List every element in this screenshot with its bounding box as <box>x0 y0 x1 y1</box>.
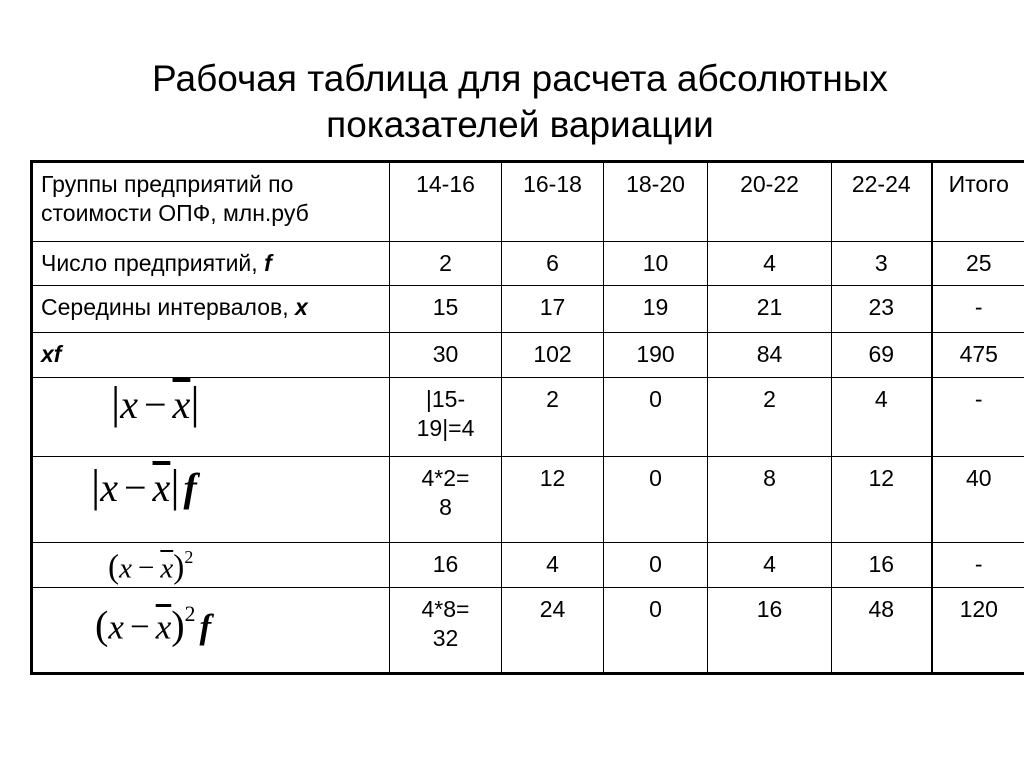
total-cell: 120 <box>932 588 1024 674</box>
table-cell: 16 <box>390 543 502 588</box>
table-cell: 15 <box>390 286 502 333</box>
header-total: Итого <box>932 162 1024 242</box>
total-cell: 25 <box>932 242 1024 286</box>
total-cell: - <box>932 286 1024 333</box>
table-cell: 2 <box>390 242 502 286</box>
formula-sq-deviation-f: $(x - \overline{x})^2$ f <box>32 588 390 674</box>
table-header-row <box>32 162 1024 242</box>
table-cell: 0 <box>604 543 708 588</box>
table-cell: 4 <box>832 378 932 457</box>
table-cell: 6 <box>502 242 604 286</box>
table-row <box>32 378 1024 457</box>
row-label: Число предприятий, f <box>32 242 390 286</box>
formula-sq-deviation: $(x - \overline{x})^2$ <box>32 543 390 588</box>
table-cell: 0 <box>604 378 708 457</box>
header-group: 18-20 <box>604 162 708 242</box>
table-cell: 23 <box>832 286 932 333</box>
formula-abs-deviation: $|x - \overline{x}|$ <box>32 378 390 457</box>
total-cell: - <box>932 543 1024 588</box>
table-cell: 10 <box>604 242 708 286</box>
table-cell: 4*2= 8 <box>390 457 502 543</box>
table-cell: 2 <box>708 378 832 457</box>
variation-table <box>30 160 1024 675</box>
table-cell: 190 <box>604 333 708 378</box>
header-group: 20-22 <box>708 162 832 242</box>
table-cell: 48 <box>832 588 932 674</box>
table-cell: 4 <box>502 543 604 588</box>
slide-title <box>60 56 980 148</box>
table-cell: 30 <box>390 333 502 378</box>
row-label: xf <box>32 333 390 378</box>
header-group: 22-24 <box>832 162 932 242</box>
table-cell: 4 <box>708 543 832 588</box>
title-line-1: Рабочая таблица для расчета абсолютных <box>152 58 888 99</box>
table-cell: 8 <box>708 457 832 543</box>
table-cell: 21 <box>708 286 832 333</box>
table-cell: 24 <box>502 588 604 674</box>
row-label: Середины интервалов, x <box>32 286 390 333</box>
table-cell: 12 <box>832 457 932 543</box>
table-cell: 12 <box>502 457 604 543</box>
header-group: 16-18 <box>502 162 604 242</box>
table-row <box>32 588 1024 674</box>
total-cell: - <box>932 378 1024 457</box>
table-cell: 4 <box>708 242 832 286</box>
table-row <box>32 333 1024 378</box>
table-cell: 2 <box>502 378 604 457</box>
table-cell: 0 <box>604 457 708 543</box>
table-cell: 84 <box>708 333 832 378</box>
table-row <box>32 242 1024 286</box>
table-cell: 102 <box>502 333 604 378</box>
table-cell: 3 <box>832 242 932 286</box>
table-cell: 19 <box>604 286 708 333</box>
total-cell: 40 <box>932 457 1024 543</box>
table-row <box>32 286 1024 333</box>
table-row <box>32 543 1024 588</box>
table-cell: 0 <box>604 588 708 674</box>
formula-abs-deviation-f: $|x - \overline{x}|$ f <box>32 457 390 543</box>
table-row <box>32 457 1024 543</box>
title-line-2: показателей вариации <box>326 104 714 145</box>
header-group: 14-16 <box>390 162 502 242</box>
table-cell: 4*8= 32 <box>390 588 502 674</box>
table-cell: 17 <box>502 286 604 333</box>
table-cell: 16 <box>708 588 832 674</box>
header-label: Группы предприятий по стоимости ОПФ, млн.руб <box>32 162 390 242</box>
table-cell: 16 <box>832 543 932 588</box>
total-cell: 475 <box>932 333 1024 378</box>
table-cell: |15- 19|=4 <box>390 378 502 457</box>
table-cell: 69 <box>832 333 932 378</box>
